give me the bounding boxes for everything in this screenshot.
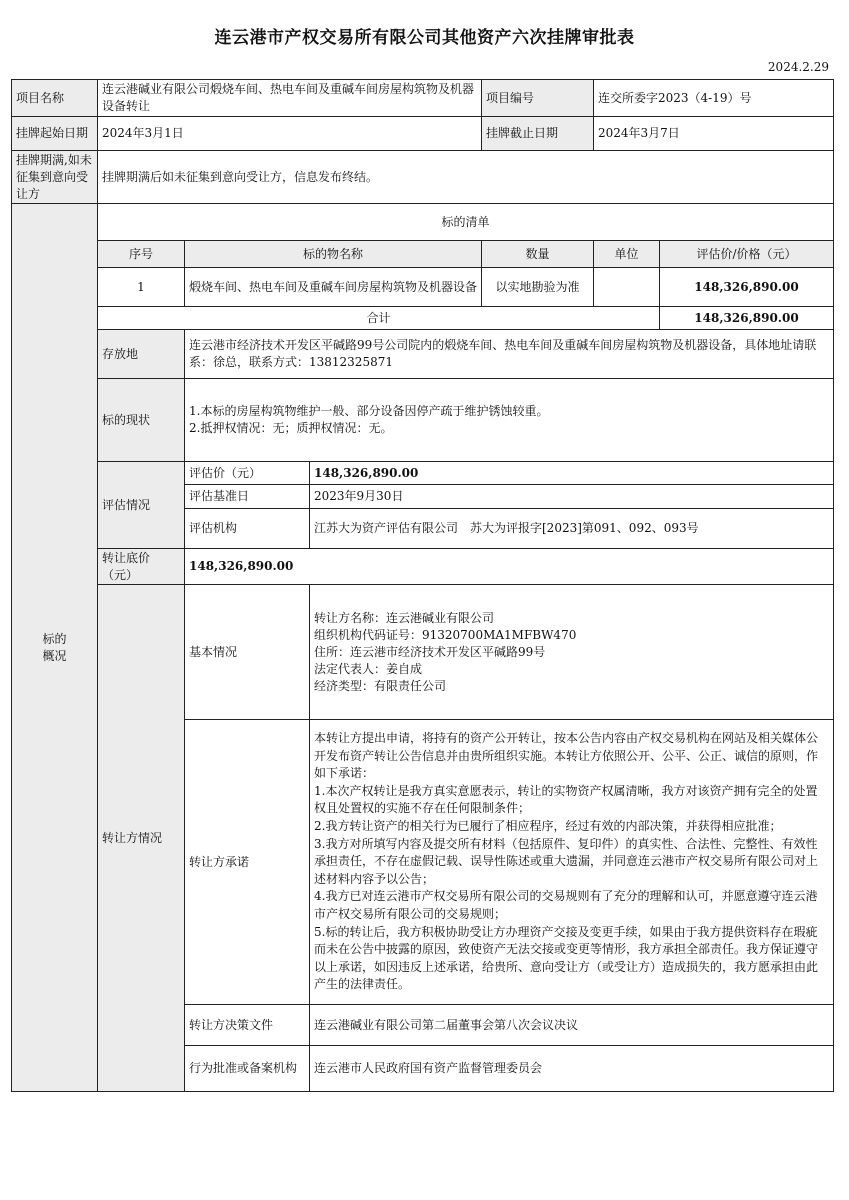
end-date-label: 挂牌截止日期	[481, 116, 594, 151]
decision-doc-value: 连云港碱业有限公司第二届董事会第八次会议决议	[309, 1004, 834, 1046]
basic-info-line: 组织机构代码证号：91320700MA1MFBW470	[314, 627, 577, 642]
appraisal-price-label: 评估价（元）	[184, 461, 310, 485]
page-title: 连云港市产权交易所有限公司其他资产六次挂牌审批表	[214, 28, 635, 48]
start-date-value: 2024年3月1日	[97, 116, 482, 151]
transferor-commitment-value	[309, 719, 834, 1005]
approval-body-label: 行为批准或备案机构	[184, 1045, 310, 1092]
basic-info-line: 经济类型：有限责任公司	[314, 678, 447, 693]
subject-list-heading: 标的清单	[97, 203, 834, 241]
total-label: 合计	[97, 306, 660, 330]
item-unit	[593, 267, 660, 307]
end-date-value: 2024年3月7日	[593, 116, 834, 151]
status-label: 标的现状	[97, 378, 185, 462]
approval-body-value: 连云港市人民政府国有资产监督管理委员会	[309, 1045, 834, 1092]
approval-form-table	[11, 79, 834, 1092]
appraisal-label: 评估情况	[97, 461, 185, 549]
basic-info-line: 法定代表人：姜自成	[314, 661, 423, 676]
status-value	[184, 378, 834, 462]
appraisal-date-value: 2023年9月30日	[309, 484, 834, 509]
header-quantity: 数量	[481, 240, 594, 268]
floor-price-value: 148,326,890.00	[184, 548, 834, 585]
commitment-line: 2.我方转让资产的相关行为已履行了相应程序，经过有效的内部决策，并获得相应批准；	[314, 819, 782, 834]
decision-doc-label: 转让方决策文件	[184, 1004, 310, 1046]
transferor-commitment-label: 转让方承诺	[184, 719, 310, 1005]
appraisal-date-label: 评估基准日	[184, 484, 310, 509]
item-price: 148,326,890.00	[659, 267, 834, 307]
transferor-basic-value	[309, 584, 834, 720]
commitment-line: 3.我方对所填写内容及提交所有材料（包括原件、复印件）的真实性、合法性、完整性、有效性承担责任，不存在虚假记载、误导性陈述或重大遗漏，并同意连云港市产权交易所有限公司对上述材料内容予以公告；	[314, 836, 819, 886]
header-price: 评估价/价格（元）	[659, 240, 834, 268]
floor-price-label: 转让底价（元）	[97, 548, 185, 585]
status-line: 1.本标的房屋构筑物维护一般、部分设备因停产疏于维护锈蚀较重。	[189, 404, 549, 418]
header-unit: 单位	[593, 240, 660, 268]
commitment-line: 5.标的转让后，我方积极协助受让方办理资产交接及变更手续，如果由于我方提供资料存在瑕疵而未在公告中披露的原因，致使资产无法交接或变更等情形，我方承担全部责任。我方保证遵守以上承诺，如因违反上述承诺，给贵所、意向受让方（或受让方）造成损失的，我方愿承担由此产生的法律责任。	[314, 924, 819, 992]
item-name: 煅烧车间、热电车间及重碱车间房屋构筑物及机器设备	[184, 267, 482, 307]
project-no-label: 项目编号	[481, 79, 594, 117]
storage-label: 存放地	[97, 329, 185, 379]
expiry-condition-value: 挂牌期满后如未征集到意向受让方，信息发布终结。	[97, 150, 834, 204]
commitment-line: 1.本次产权转让是我方真实意愿表示，转让的实物资产权属清晰，我方对该资产拥有完全的处置权且处置权的实施不存在任何限制条件；	[314, 783, 818, 816]
subject-overview-label: 标的概况	[11, 203, 98, 1092]
transferor-basic-label: 基本情况	[184, 584, 310, 720]
expiry-condition-label: 挂牌期满,如未征集到意向受让方	[11, 150, 98, 204]
item-seq: 1	[97, 267, 185, 307]
appraisal-price-value: 148,326,890.00	[309, 461, 834, 485]
storage-value: 连云港市经济技术开发区平碱路99号公司院内的煅烧车间、热电车间及重碱车间房屋构筑物及机器设备，具体地址请联系：徐总，联系方式：13812325871	[184, 329, 834, 379]
appraisal-agency-label: 评估机构	[184, 508, 310, 549]
project-no-value: 连交所委字2023（4-19）号	[593, 79, 834, 117]
header-item-name: 标的物名称	[184, 240, 482, 268]
project-name-value: 连云港碱业有限公司煅烧车间、热电车间及重碱车间房屋构筑物及机器设备转让	[97, 79, 482, 117]
start-date-label: 挂牌起始日期	[11, 116, 98, 151]
appraisal-agency-value: 江苏大为资产评估有限公司 苏大为评报字[2023]第091、092、093号	[309, 508, 834, 549]
basic-info-line: 住所：连云港市经济技术开发区平碱路99号	[314, 644, 546, 659]
commitment-line: 本转让方提出申请，将持有的资产公开转让，按本公告内容由产权交易机构在网站及相关媒体公开发布资产转让公告信息并由贵所组织实施。本转让方依照公开、公平、公正、诚信的原则，作如下承诺：	[314, 731, 819, 781]
commitment-line: 4.我方已对连云港市产权交易所有限公司的交易规则有了充分的理解和认可，并愿意遵守连云港市产权交易所有限公司的交易规则；	[314, 889, 818, 921]
header-seq: 序号	[97, 240, 185, 268]
status-line: 2.抵押权情况：无；质押权情况：无。	[189, 421, 393, 435]
total-value: 148,326,890.00	[659, 306, 834, 330]
transferor-label: 转让方情况	[97, 584, 185, 1092]
project-name-label: 项目名称	[11, 79, 98, 117]
item-quantity: 以实地勘验为准	[481, 267, 594, 307]
document-date: 2024.2.29	[767, 60, 829, 74]
basic-info-line: 转让方名称：连云港碱业有限公司	[314, 610, 495, 625]
